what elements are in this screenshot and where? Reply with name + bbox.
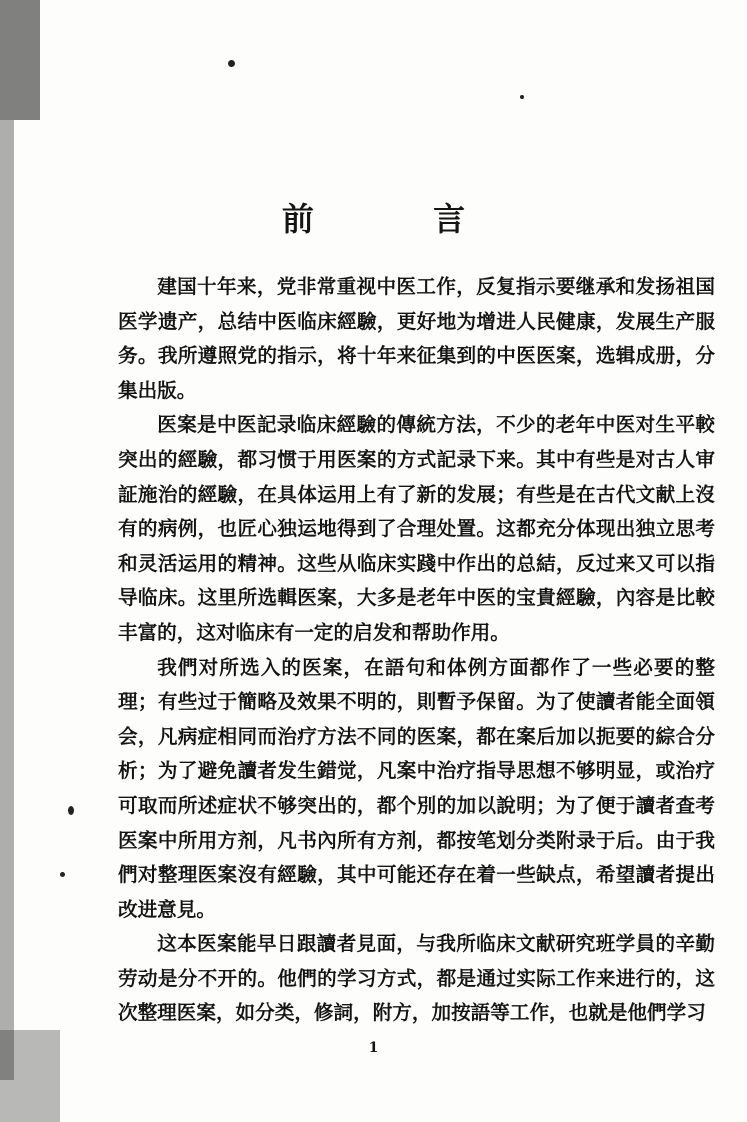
paragraph: 这本医案能早日跟讀者見面，与我所临床文献研究班学員的辛勤劳动是分不开的。他們的学习方式，都是通过实际工作来进行的，这次整理医案，如分类，修詞，附方，加按語等工作，也就是他們学习 [118,932,715,1025]
scan-speck [68,806,74,815]
page-title: 前 言 [281,200,520,238]
paragraph: 医案是中医記录临床經驗的傳統方法，不少的老年中医对生平較突出的經驗，都习惯于用医案的方式記录下来。其中有些是对古人审証施治的經驗，在具体运用上有了新的发展；有些是在古代文献上沒有的病例，也匠心独运地得到了合理处置。这都充分体现出独立思考和灵活运用的精神。这些从临床实踐中作出的总結，反过来又可以指导临床。这里所选輯医案，大多是老年中医的宝貴經驗，內容是比較丰富的，这对临床有一定的启发和帮助作用。 [118,413,715,644]
scan-edge-top-left [0,0,40,120]
document-body [118,270,715,1031]
scan-speck [520,95,524,99]
paragraph: 建国十年来，党非常重视中医工作，反复指示要继承和发扬祖国医学遗产，总结中医临床經驗，更好地为增进人民健康，发展生产服务。我所遵照党的指示，将十年来征集到的中医医案，选辑成册，分集出版。 [118,275,715,402]
scan-edge-left [0,120,14,1080]
page-number: 1 [368,1040,379,1056]
scan-speck [60,872,65,877]
scan-speck [228,60,235,67]
paragraph: 我們对所选入的医案，在語句和体例方面都作了一些必要的整理；有些过于簡略及效果不明的，則暫予保留。为了使讀者能全面領会，凡病症相同而治疗方法不同的医案，都在案后加以扼要的綜合分析；为了避免讀者发生錯觉，凡案中治疗指导思想不够明显，或治疗可取而所述症状不够突出的，都个別的加以說明；为了便于讀者查考医案中所用方剂，凡书內所有方剂，都按笔划分类附录于后。由于我們对整理医案沒有經驗，其中可能还存在着一些缺点，希望讀者提出改进意見。 [118,655,715,921]
